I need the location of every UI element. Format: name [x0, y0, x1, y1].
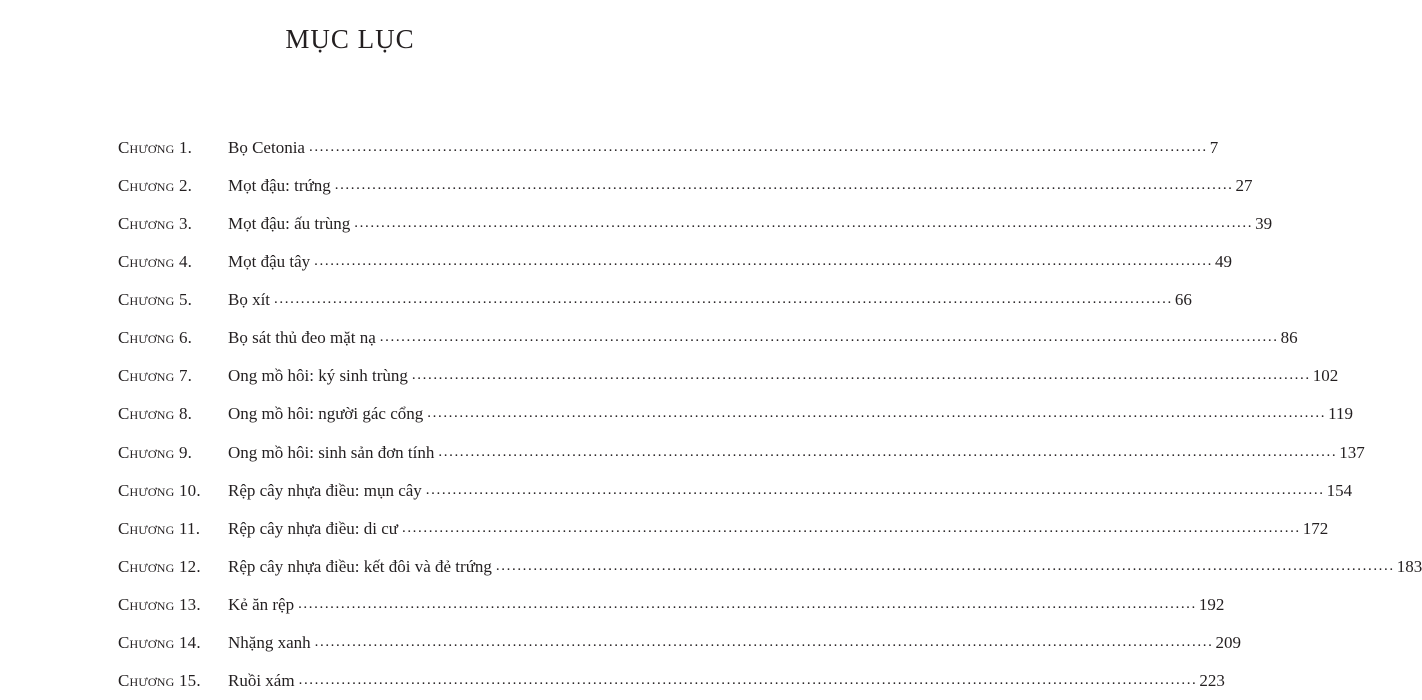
toc-entry[interactable] [118, 433, 1365, 471]
chapter-title: Rệp cây nhựa điều: kết đôi và đẻ trứng [228, 556, 492, 576]
dot-leader: ........................................................................................................................................................................ [379, 329, 1279, 346]
page-number: 49 [1214, 251, 1232, 271]
chapter-title: Nhặng xanh [228, 633, 311, 653]
chapter-label: Chương 14. [118, 633, 201, 653]
chapter-label: Chương 15. [118, 671, 201, 691]
chapter-label: Chương 11. [118, 518, 201, 538]
toc-entry[interactable] [118, 586, 1225, 624]
chapter-title: Bọ Cetonia [228, 137, 305, 157]
chapter-title: Mọt đậu tây [228, 251, 311, 271]
dot-leader: ........................................................................................................................................................................ [308, 138, 1208, 155]
chapter-label: Chương 13. [118, 595, 201, 615]
chapter-label: Chương 10. [118, 480, 201, 500]
page-number: 137 [1339, 442, 1365, 462]
dot-leader: ........................................................................................................................................................................ [411, 367, 1311, 384]
page-number: 192 [1198, 595, 1225, 615]
chapter-label: Chương 8. [118, 404, 193, 424]
dot-leader: ........................................................................................................................................................................ [314, 252, 1213, 269]
chapter-label: Chương 3. [118, 213, 193, 233]
toc-entry[interactable] [118, 471, 1353, 509]
page-number: 86 [1280, 328, 1298, 348]
page-number: 66 [1174, 290, 1192, 310]
toc-entry[interactable] [118, 242, 1232, 280]
page-number: 119 [1328, 404, 1353, 424]
toc-entry[interactable] [118, 319, 1298, 357]
dot-leader: ........................................................................................................................................................................ [495, 557, 1395, 574]
toc-entry[interactable] [118, 166, 1253, 204]
toc-entry[interactable] [118, 204, 1273, 242]
chapter-label: Chương 4. [118, 251, 193, 271]
chapter-label: Chương 9. [118, 442, 193, 462]
chapter-label: Chương 1. [118, 137, 193, 157]
toc-entry[interactable] [118, 547, 1422, 585]
page-number: 7 [1209, 137, 1219, 157]
chapter-title: Mọt đậu: ấu trùng [228, 213, 351, 233]
dot-leader: ........................................................................................................................................................................ [438, 443, 1338, 460]
dot-leader: ........................................................................................................................................................................ [314, 634, 1214, 651]
chapter-title: Ong mồ hôi: người gác cổng [228, 404, 424, 424]
dot-leader: ........................................................................................................................................................................ [274, 291, 1173, 308]
page-number: 39 [1255, 213, 1273, 233]
table-of-contents [118, 128, 1422, 700]
toc-entry[interactable] [118, 395, 1353, 433]
page-number: 172 [1302, 518, 1329, 538]
page-number: 223 [1199, 671, 1225, 691]
dot-leader: ........................................................................................................................................................................ [298, 672, 1198, 689]
chapter-title: Ruồi xám [228, 671, 295, 691]
chapter-title: Bọ sát thủ đeo mặt nạ [228, 328, 376, 348]
chapter-title: Mọt đậu: trứng [228, 175, 331, 195]
chapter-title: Rệp cây nhựa điều: mụn cây [228, 480, 422, 500]
dot-leader: ........................................................................................................................................................................ [334, 176, 1234, 193]
page-number: 183 [1396, 556, 1422, 576]
toc-entry[interactable] [118, 662, 1225, 700]
chapter-title: Kẻ ăn rệp [228, 595, 295, 615]
page-title: MỤC LỤC [285, 24, 415, 54]
dot-leader: ........................................................................................................................................................................ [427, 405, 1327, 422]
page-number: 154 [1326, 480, 1353, 500]
page-number: 27 [1235, 175, 1253, 195]
chapter-title: Ong mồ hôi: ký sinh trùng [228, 366, 408, 386]
chapter-label: Chương 7. [118, 366, 193, 386]
chapter-label: Chương 2. [118, 175, 193, 195]
toc-entry[interactable] [118, 281, 1192, 319]
chapter-label: Chương 5. [118, 290, 193, 310]
chapter-label: Chương 12. [118, 556, 201, 576]
chapter-title: Rệp cây nhựa điều: di cư [228, 518, 398, 538]
dot-leader: ........................................................................................................................................................................ [354, 214, 1254, 231]
dot-leader: ........................................................................................................................................................................ [298, 596, 1197, 613]
toc-entry[interactable] [118, 357, 1339, 395]
chapter-title: Bọ xít [228, 290, 271, 310]
page-number: 102 [1312, 366, 1339, 386]
dot-leader: ........................................................................................................................................................................ [425, 481, 1325, 498]
page-number: 209 [1215, 633, 1241, 653]
toc-entry[interactable] [118, 624, 1241, 662]
toc-entry[interactable] [118, 128, 1219, 166]
chapter-title: Ong mồ hôi: sinh sản đơn tính [228, 442, 435, 462]
dot-leader: ........................................................................................................................................................................ [401, 519, 1301, 536]
toc-entry[interactable] [118, 509, 1329, 547]
chapter-label: Chương 6. [118, 328, 193, 348]
